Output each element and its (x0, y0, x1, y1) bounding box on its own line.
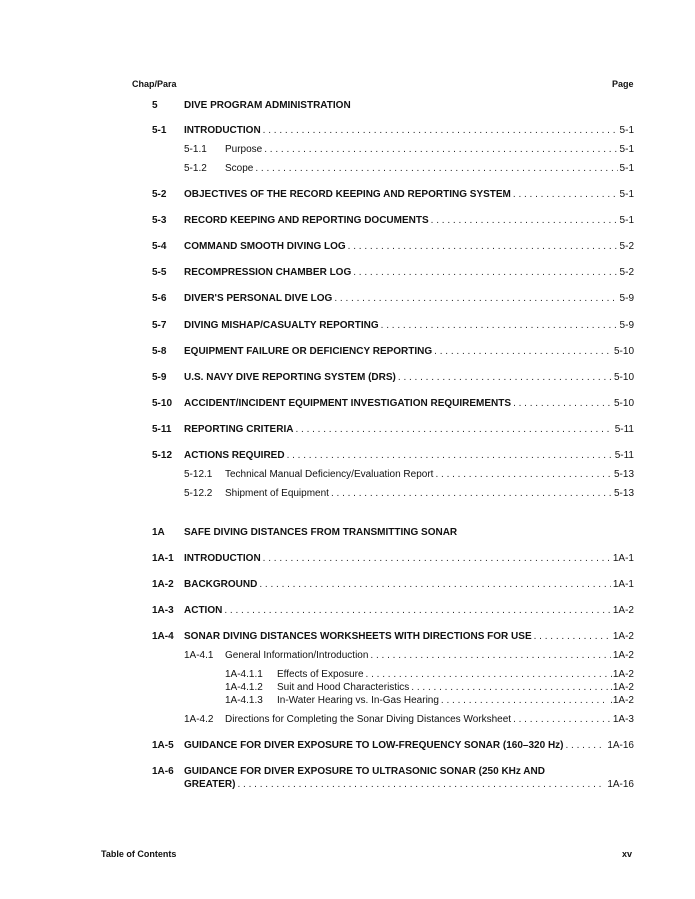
toc-entry-page: .1A-2 (610, 669, 634, 680)
toc-entry-page: 5-9 (619, 293, 634, 304)
toc-entry-number: 5-12 (152, 450, 173, 461)
toc-entry-number: 5-11 (152, 424, 172, 435)
toc-entry-number: 5-5 (152, 267, 167, 278)
toc-entry-page: 1A-1 (612, 579, 634, 590)
toc-entry-title: REPORTING CRITERIA (184, 424, 294, 435)
toc-entry-title: Effects of Exposure (277, 669, 364, 680)
toc-entry-page: 1A-3 (612, 714, 634, 725)
toc-entry-number: 5-4 (152, 241, 167, 252)
toc-entry-number: 1A-1 (152, 553, 174, 564)
toc-entry-number: 5-1.2 (184, 163, 207, 174)
toc-entry-page: 5-9 (619, 320, 634, 331)
toc-entry-number: 5-2 (152, 189, 167, 200)
toc-entry-title: GUIDANCE FOR DIVER EXPOSURE TO LOW-FREQUENCY SONAR (160–320 Hz) (184, 740, 564, 751)
toc-entry-number: 1A-3 (152, 605, 174, 616)
toc-entry-number: 1A-4.2 (184, 714, 214, 725)
toc-entry-title: SONAR DIVING DISTANCES WORKSHEETS WITH DIRECTIONS FOR USE (184, 631, 532, 642)
footer-page-number: xv (622, 849, 633, 859)
toc-entry-page: 5-11 (614, 424, 634, 435)
toc-entry-title: Directions for Completing the Sonar Diving Distances Worksheet (225, 714, 512, 725)
toc-entry-page: 5-13 (613, 469, 634, 480)
toc-entry-number: 5-9 (152, 372, 167, 383)
toc-entry-page: 1A-2 (612, 631, 634, 642)
toc-entry-number: 5-10 (152, 398, 173, 409)
toc-entry-title: In-Water Hearing vs. In-Gas Hearing (277, 695, 439, 706)
toc-entry-page: 5-1 (619, 189, 634, 200)
toc-entry-number: 1A-4 (152, 631, 174, 642)
toc-entry-number: 5-1.1 (184, 144, 207, 155)
footer-section-title: Table of Contents (101, 849, 177, 859)
toc-entry-number: 5-8 (152, 346, 167, 357)
toc-entry-title: ACTION (184, 605, 223, 616)
toc-entry-title: EQUIPMENT FAILURE OR DEFICIENCY REPORTING (184, 346, 433, 357)
toc-entry-number: 1A-4.1.1 (225, 669, 263, 680)
toc-entry-page: 5-11 (614, 450, 634, 461)
toc-entry-page: 1A-1 (612, 553, 634, 564)
toc-entry-title: General Information/Introduction (225, 650, 369, 661)
toc-entry-page: 5-10 (613, 398, 634, 409)
toc-entry-title: BACKGROUND (184, 579, 258, 590)
header-page: Page (612, 79, 634, 89)
appendix-number: 1A (152, 527, 165, 538)
toc-entry-page: 1A-2 (612, 605, 634, 616)
toc-entry-title: COMMAND SMOOTH DIVING LOG (184, 241, 346, 252)
toc-entry-number: 1A-5 (152, 740, 174, 751)
toc-entry-page: 5-13 (613, 488, 634, 499)
toc-entry-page: 5-1 (619, 144, 634, 155)
header-chap-para: Chap/Para (132, 79, 177, 89)
chapter-number: 5 (152, 100, 158, 111)
toc-entry-title: INTRODUCTION (184, 553, 261, 564)
toc-entry-title: OBJECTIVES OF THE RECORD KEEPING AND REPORTING SYSTEM (184, 189, 511, 200)
toc-entry-page: 5-1 (619, 125, 634, 136)
toc-entry-page: 1A-16 (607, 740, 634, 751)
chapter-title: DIVE PROGRAM ADMINISTRATION (184, 100, 351, 111)
toc-entry-title: Shipment of Equipment (225, 488, 329, 499)
toc-entry-page: .1A-2 (610, 682, 634, 693)
toc-entry-number: 1A-4.1.3 (225, 695, 263, 706)
toc-entry-number: 1A-4.1 (184, 650, 214, 661)
toc-entry-title: INTRODUCTION (184, 125, 261, 136)
toc-entry-title: Purpose (225, 144, 263, 155)
toc-entry-page: 5-2 (619, 241, 634, 252)
toc-entry-number: 5-3 (152, 215, 167, 226)
toc-entry-title: ACTIONS REQUIRED (184, 450, 285, 461)
toc-entry-page: 1A-16 (607, 779, 634, 790)
toc-entry-number: 1A-4.1.2 (225, 682, 263, 693)
toc-entry-title-continued: GREATER) (184, 779, 236, 790)
toc-entry-page: 5-10 (613, 372, 634, 383)
toc-entry-number: 5-7 (152, 320, 167, 331)
toc-entry-page: 5-10 (613, 346, 634, 357)
toc-entry-number: 5-1 (152, 125, 167, 136)
toc-entry-title: DIVING MISHAP/CASUALTY REPORTING (184, 320, 379, 331)
toc-entry-page: .1A-2 (610, 695, 634, 706)
toc-entry-number: 1A-2 (152, 579, 174, 590)
toc-entry-title: U.S. NAVY DIVE REPORTING SYSTEM (DRS) (184, 372, 396, 383)
toc-entry-number: 5-12.1 (184, 469, 213, 480)
toc-entry-title: RECOMPRESSION CHAMBER LOG (184, 267, 352, 278)
toc-entry-page: 5-1 (619, 215, 634, 226)
toc-entry-page: 5-2 (619, 267, 634, 278)
toc-entry-number: 5-12.2 (184, 488, 213, 499)
toc-entry-page: 5-1 (619, 163, 634, 174)
toc-entry-number: 1A-6 (152, 766, 174, 777)
toc-entry-title: GUIDANCE FOR DIVER EXPOSURE TO ULTRASONIC SONAR (250 KHz AND (184, 766, 545, 777)
toc-entry-title: RECORD KEEPING AND REPORTING DOCUMENTS (184, 215, 429, 226)
toc-entry-title: Technical Manual Deficiency/Evaluation Report (225, 469, 434, 480)
toc-entry-title: Suit and Hood Characteristics (277, 682, 410, 693)
toc-entry-title: Scope (225, 163, 254, 174)
toc-entry-title: DIVER'S PERSONAL DIVE LOG (184, 293, 333, 304)
appendix-title: SAFE DIVING DISTANCES FROM TRANSMITTING SONAR (184, 527, 458, 538)
toc-entry-number: 5-6 (152, 293, 167, 304)
toc-entry-page: 1A-2 (612, 650, 634, 661)
toc-entry-title: ACCIDENT/INCIDENT EQUIPMENT INVESTIGATION REQUIREMENTS (184, 398, 512, 409)
